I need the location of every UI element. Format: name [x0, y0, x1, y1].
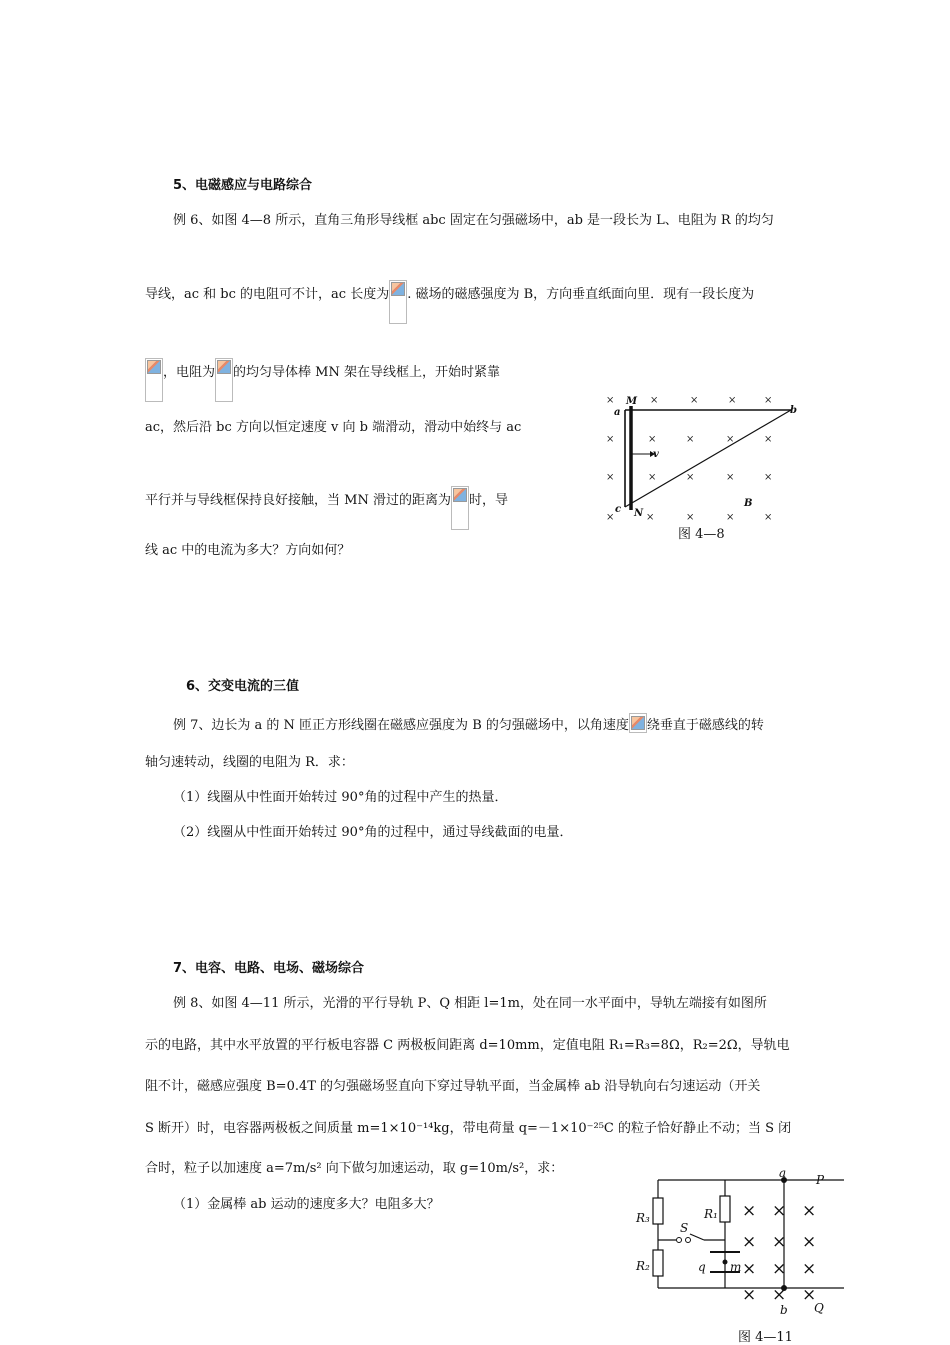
formula-image-icon — [389, 280, 407, 324]
example-7-question-2: （2）线圈从中性面开始转过 90°角的过程中，通过导线截面的电量． — [173, 825, 573, 840]
field-cross: × — [606, 472, 615, 483]
example-8-line-5: 合时，粒子以加速度 a=7m/s² 向下做匀加速运动，取 g=10m/s²，求： — [145, 1161, 564, 1176]
field-cross: × — [726, 512, 735, 523]
field-cross: × — [690, 395, 699, 406]
field-cross: × — [728, 395, 737, 406]
resistor-r3 — [653, 1198, 663, 1224]
field-cross: × — [648, 434, 657, 445]
example-6-line-5 — [145, 486, 508, 530]
field-cross: × — [772, 1201, 787, 1221]
field-cross: × — [772, 1232, 787, 1252]
label-q-rail: Q — [814, 1301, 824, 1315]
omega-image-icon — [629, 713, 647, 733]
field-cross: × — [606, 512, 615, 523]
switch-contact — [686, 1238, 691, 1243]
field-cross: × — [650, 395, 659, 406]
label-b: b — [780, 1303, 788, 1317]
field-cross: × — [802, 1201, 817, 1221]
field-cross: × — [686, 512, 695, 523]
field-cross: × — [742, 1259, 757, 1279]
wire-bc — [625, 410, 791, 507]
label-q: q — [698, 1260, 706, 1274]
example-8-question-1: （1）金属棒 ab 运动的速度多大？电阻多大？ — [173, 1197, 440, 1212]
example-6-line-1: 例 6、如图 4—8 所示，直角三角形导线框 abc 固定在匀强磁场中，ab 是一段长为 L、电阻为 R 的均匀 — [173, 213, 774, 228]
field-cross: × — [764, 395, 773, 406]
example-8-line-3: 阻不计，磁感应强度 B=0.4T 的匀强磁场竖直向下穿过导轨平面，当金属棒 ab 沿导轨向右匀速运动（开关 — [145, 1079, 761, 1094]
example-6-line-4: ac，然后沿 bc 方向以恒定速度 v 向 b 端滑动，滑动中始终与 ac — [145, 420, 522, 435]
label-r3: R₃ — [636, 1211, 650, 1225]
field-cross: × — [646, 512, 655, 523]
label-a: a — [614, 407, 621, 418]
example-6-line-5a: 平行并与导线框保持良好接触，当 MN 滑过的距离为 — [145, 493, 451, 508]
field-crosses — [742, 1201, 816, 1305]
formula-image-icon — [145, 358, 163, 402]
field-cross: × — [742, 1285, 757, 1305]
switch-contact — [677, 1238, 682, 1243]
field-cross: × — [764, 512, 773, 523]
example-6-line-2b: . 磁场的磁感强度为 B，方向垂直纸面向里．现有一段长度为 — [407, 287, 755, 302]
field-cross: × — [802, 1232, 817, 1252]
field-cross: × — [686, 472, 695, 483]
section-7-heading: 7、电容、电路、电场、磁场综合 — [173, 961, 365, 976]
label-s: S — [680, 1221, 689, 1235]
example-6-line-5b: 时，导 — [468, 493, 508, 508]
field-cross: × — [726, 434, 735, 445]
example-7-line-2: 轴匀速转动，线圈的电阻为 R．求： — [145, 755, 354, 770]
label-r1: R₁ — [704, 1207, 718, 1221]
field-cross: × — [606, 434, 615, 445]
field-cross: × — [764, 472, 773, 483]
figure-4-8 — [598, 392, 810, 527]
example-8-line-1: 例 8、如图 4—11 所示，光滑的平行导轨 P、Q 相距 l=1m，处在同一水平面中，导轨左端接有如图所 — [173, 996, 767, 1011]
field-cross: × — [764, 434, 773, 445]
formula-image-icon — [215, 358, 233, 402]
label-r2: R₂ — [636, 1259, 650, 1273]
label-m: M — [626, 396, 638, 407]
example-6-line-3b: 的均匀导体棒 MN 架在导线框上，开始时紧靠 — [233, 365, 500, 380]
example-8-line-2: 示的电路，其中水平放置的平行板电容器 C 两极板间距离 d=10mm，定值电阻 R₁=R₃=8Ω，R₂=2Ω，导轨电 — [145, 1038, 790, 1053]
field-cross: × — [772, 1259, 787, 1279]
section-5-heading: 5、电磁感应与电路综合 — [173, 178, 313, 193]
section-6-heading: 6、交变电流的三值 — [186, 679, 300, 694]
label-v: v — [653, 449, 659, 460]
field-cross: × — [802, 1285, 817, 1305]
field-cross: × — [726, 472, 735, 483]
field-cross: × — [686, 434, 695, 445]
resistor-r2 — [653, 1250, 663, 1276]
field-cross: × — [742, 1201, 757, 1221]
field-cross: × — [802, 1259, 817, 1279]
example-6-line-3 — [145, 358, 500, 402]
example-6-line-6: 线 ac 中的电流为多大？方向如何？ — [145, 543, 351, 558]
field-cross: × — [648, 472, 657, 483]
label-field-b: B — [744, 498, 753, 509]
example-7-line-1 — [173, 713, 764, 735]
figure-4-8-caption: 图 4—8 — [678, 527, 725, 542]
field-cross: × — [606, 395, 615, 406]
label-c: c — [615, 504, 622, 515]
label-p: P — [816, 1173, 825, 1187]
switch-blade — [690, 1234, 704, 1240]
formula-image-icon — [451, 486, 469, 530]
resistor-r1 — [720, 1196, 730, 1222]
label-b: b — [790, 405, 797, 416]
label-m: m — [730, 1260, 742, 1274]
example-6-line-3a: ，电阻为 — [163, 365, 216, 380]
field-cross: × — [772, 1285, 787, 1305]
field-cross: × — [742, 1232, 757, 1252]
example-8-line-4: S 断开）时，电容器两极板之间质量 m=1×10⁻¹⁴kg，带电荷量 q=－1×10⁻²⁵C 的粒子恰好静止不动；当 S 闭 — [145, 1121, 792, 1136]
label-n: N — [634, 508, 644, 519]
figure-4-11-caption: 图 4—11 — [738, 1330, 793, 1345]
figure-4-11 — [632, 1168, 848, 1320]
example-7-line-1a: 例 7、边长为 a 的 N 匝正方形线圈在磁感应强度为 B 的匀强磁场中，以角速度 — [173, 718, 629, 733]
example-6-line-2a: 导线，ac 和 bc 的电阻可不计，ac 长度为 — [145, 287, 390, 302]
example-7-question-1: （1）线圈从中性面开始转过 90°角的过程中产生的热量． — [173, 790, 508, 805]
example-7-line-1b: 绕垂直于磁感线的转 — [646, 718, 764, 733]
particle-dot — [723, 1260, 728, 1265]
label-a: a — [779, 1168, 787, 1180]
example-6-line-2 — [145, 280, 754, 324]
